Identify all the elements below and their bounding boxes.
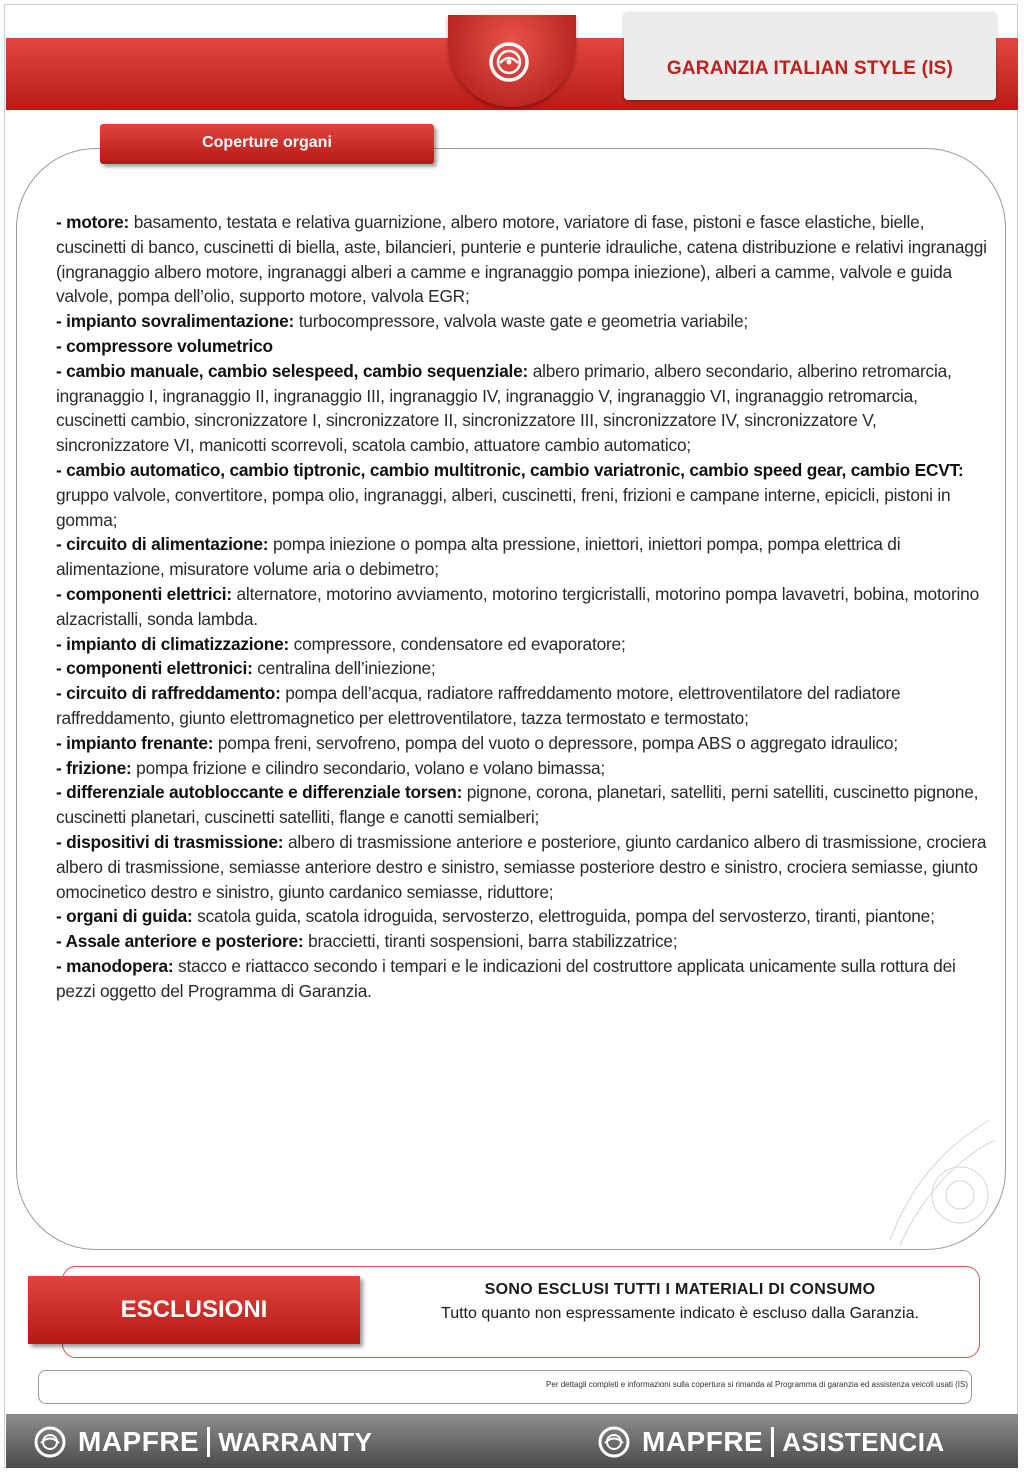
coverage-item — [56, 532, 991, 582]
brand-name: MAPFRE — [642, 1426, 764, 1457]
coverage-text: pompa dell’acqua, radiatore raffreddamento motore, elettroventilatore del radiatore raffreddamento, giunto elettromagnetico per elettroventilatore, tazza termostato e termostato; — [56, 683, 901, 728]
coverage-term: - componenti elettronici: — [56, 658, 253, 679]
mapfre-logo-icon — [594, 1425, 634, 1459]
coverage-text: gruppo valvole, convertitore, pompa olio, ingranaggi, alberi, cuscinetti, freni, frizioni e campane interne, epicicli, pistoni in gomma; — [56, 484, 951, 530]
coverage-text: scatola guida, scatola idroguida, servosterzo, elettroguida, pompa del servosterzo, tiranti, piantone; — [192, 906, 935, 927]
coverage-text: centralina dell’iniezione; — [252, 658, 436, 679]
coverage-term: - impianto frenante: — [56, 732, 214, 753]
coverage-item — [56, 731, 991, 756]
coverage-term: - dispositivi di trasmissione: — [56, 831, 284, 852]
coverage-term: - motore: — [56, 212, 130, 232]
coverage-text: pompa freni, servofreno, pompa del vuoto o depressore, pompa ABS o aggregato idraulico; — [213, 732, 898, 753]
coverage-text: albero primario, albero secondario, alberino retromarcia, ingranaggio I, ingranaggio II, ingranaggio III, ingranaggio IV, ingranaggio V, ingranaggio VI, ingranaggio retromarcia, cuscinetti cambio, sincronizzatore I, sincronizzatore II, sincronizzatore III, sincronizzatore IV, sincronizzatore V, sincronizzatore VI, manicotti scorrevoli, scatola cambio, attuatore cambio automatico; — [56, 360, 952, 456]
coverage-text: compressore, condensatore ed evaporatore; — [289, 633, 626, 654]
coverage-item — [56, 904, 991, 929]
coverage-term: - compressore volumetrico — [56, 335, 273, 356]
coverage-term: - differenziale autobloccante e differenziale torsen: — [56, 782, 463, 803]
brand-sub: ASISTENCIA — [782, 1426, 945, 1457]
car-watermark-icon — [880, 1100, 1000, 1250]
mapfre-logo-icon — [30, 1425, 70, 1459]
coverage-term: - impianto sovralimentazione: — [56, 311, 295, 332]
coverage-item — [56, 756, 991, 781]
coverage-item — [56, 210, 991, 309]
page-title: GARANZIA ITALIAN STYLE (IS) — [666, 58, 954, 79]
coverage-item — [56, 582, 991, 632]
coverage-term: - circuito di alimentazione: — [56, 534, 269, 555]
coverage-term: - impianto di climatizzazione: — [56, 633, 290, 654]
exclusions-label: ESCLUSIONI — [120, 1296, 268, 1323]
coverage-item — [56, 954, 991, 1004]
exclusions-text — [410, 1278, 950, 1326]
section-tab-label: Coperture organi — [202, 134, 332, 151]
exclusions-body: Tutto quanto non espressamente indicato è escluso dalla Garanzia. — [441, 1305, 919, 1322]
brand-separator — [771, 1427, 774, 1457]
coverage-text: stacco e riattacco secondo i tempari e le indicazioni del costruttore applicata unicamente sulla rottura dei pezzi oggetto del Programma di Garanzia. — [56, 955, 956, 1001]
coverage-term: - componenti elettrici: — [56, 583, 232, 604]
coverage-item — [56, 830, 991, 904]
coverage-term: - frizione: — [56, 757, 132, 778]
coverage-text: pompa iniezione o pompa alta pressione, iniettori, iniettori pompa, pompa elettrica di alimentazione, misuratore volume aria o debimetro; — [56, 534, 901, 580]
coverage-item — [56, 458, 991, 532]
brand-asistencia — [594, 1424, 945, 1460]
coverage-item — [56, 359, 991, 458]
brand-name: MAPFRE — [78, 1426, 200, 1457]
coverage-term: - organi di guida: — [56, 906, 193, 927]
coverage-text: turbocompressore, valvola waste gate e geometria variabile; — [294, 311, 748, 332]
brand-warranty — [30, 1424, 372, 1460]
coverage-text: pignone, corona, planetari, satelliti, perni satelliti, cuscinetto pignone, cuscinetti planetari, cuscinetti satelliti, flange e canotti semialberi; — [56, 782, 979, 828]
coverage-list — [56, 210, 991, 1004]
coverage-text: basamento, testata e relativa guarnizione, albero motore, variatore di fase, pistoni e fasce elastiche, bielle, cuscinetti di banco, cuscinetti di biella, aste, bilancieri, punterie e punterie idrauliche, catena distribuzione e relativi ingranaggi (ingranaggio albero motore, ingranaggi alberi a camme e ingranaggio pompa iniezione), alberi a camme, valvole e guida valvole, pompa dell’olio, supporto motore, valvola EGR; — [56, 212, 987, 307]
exclusions-heading: SONO ESCLUSI TUTTI I MATERIALI DI CONSUMO — [484, 1281, 876, 1298]
coverage-item — [56, 780, 991, 830]
header-title-box — [624, 12, 996, 100]
footnote: Per dettagli completi e informazioni sulla copertura si rimanda al Programma di garanzia ed assistenza veicoli usati (IS) — [546, 1380, 968, 1389]
coverage-term: - manodopera: — [56, 955, 174, 976]
coverage-term: - cambio automatico, cambio tiptronic, cambio multitronic, cambio variatronic, cambio speed gear, cambio ECVT: — [56, 459, 964, 480]
coverage-term: - cambio manuale, cambio selespeed, cambio sequenziale: — [56, 360, 529, 381]
mapfre-logo-icon — [488, 41, 530, 83]
coverage-text: pompa frizione e cilindro secondario, volano e volano bimassa; — [131, 757, 606, 778]
coverage-text: alternatore, motorino avviamento, motorino tergicristalli, motorino pompa lavavetri, bobina, motorino alzacristalli, sonda lambda. — [56, 583, 979, 629]
coverage-term: - Assale anteriore e posteriore: — [56, 931, 304, 952]
coverage-term: - circuito di raffreddamento: — [56, 683, 281, 704]
brand-separator — [207, 1427, 210, 1457]
coverage-text: albero di trasmissione anteriore e posteriore, giunto cardanico albero di trasmissione, crociera albero di trasmissione, semiasse anteriore destro e sinistro, semiasse posteriore destro e sinistro, crociera semiasse, giunto omocinetico destro e sinistro, giunto cardanico semiasse, riduttore; — [56, 831, 987, 902]
coverage-item — [56, 929, 991, 954]
coverage-item — [56, 334, 991, 359]
coverage-item — [56, 632, 991, 657]
coverage-item — [56, 656, 991, 681]
coverage-item — [56, 309, 991, 334]
coverage-text: braccietti, tiranti sospensioni, barra stabilizzatrice; — [303, 931, 678, 952]
coverage-item — [56, 681, 991, 731]
brand-sub: WARRANTY — [218, 1426, 373, 1457]
